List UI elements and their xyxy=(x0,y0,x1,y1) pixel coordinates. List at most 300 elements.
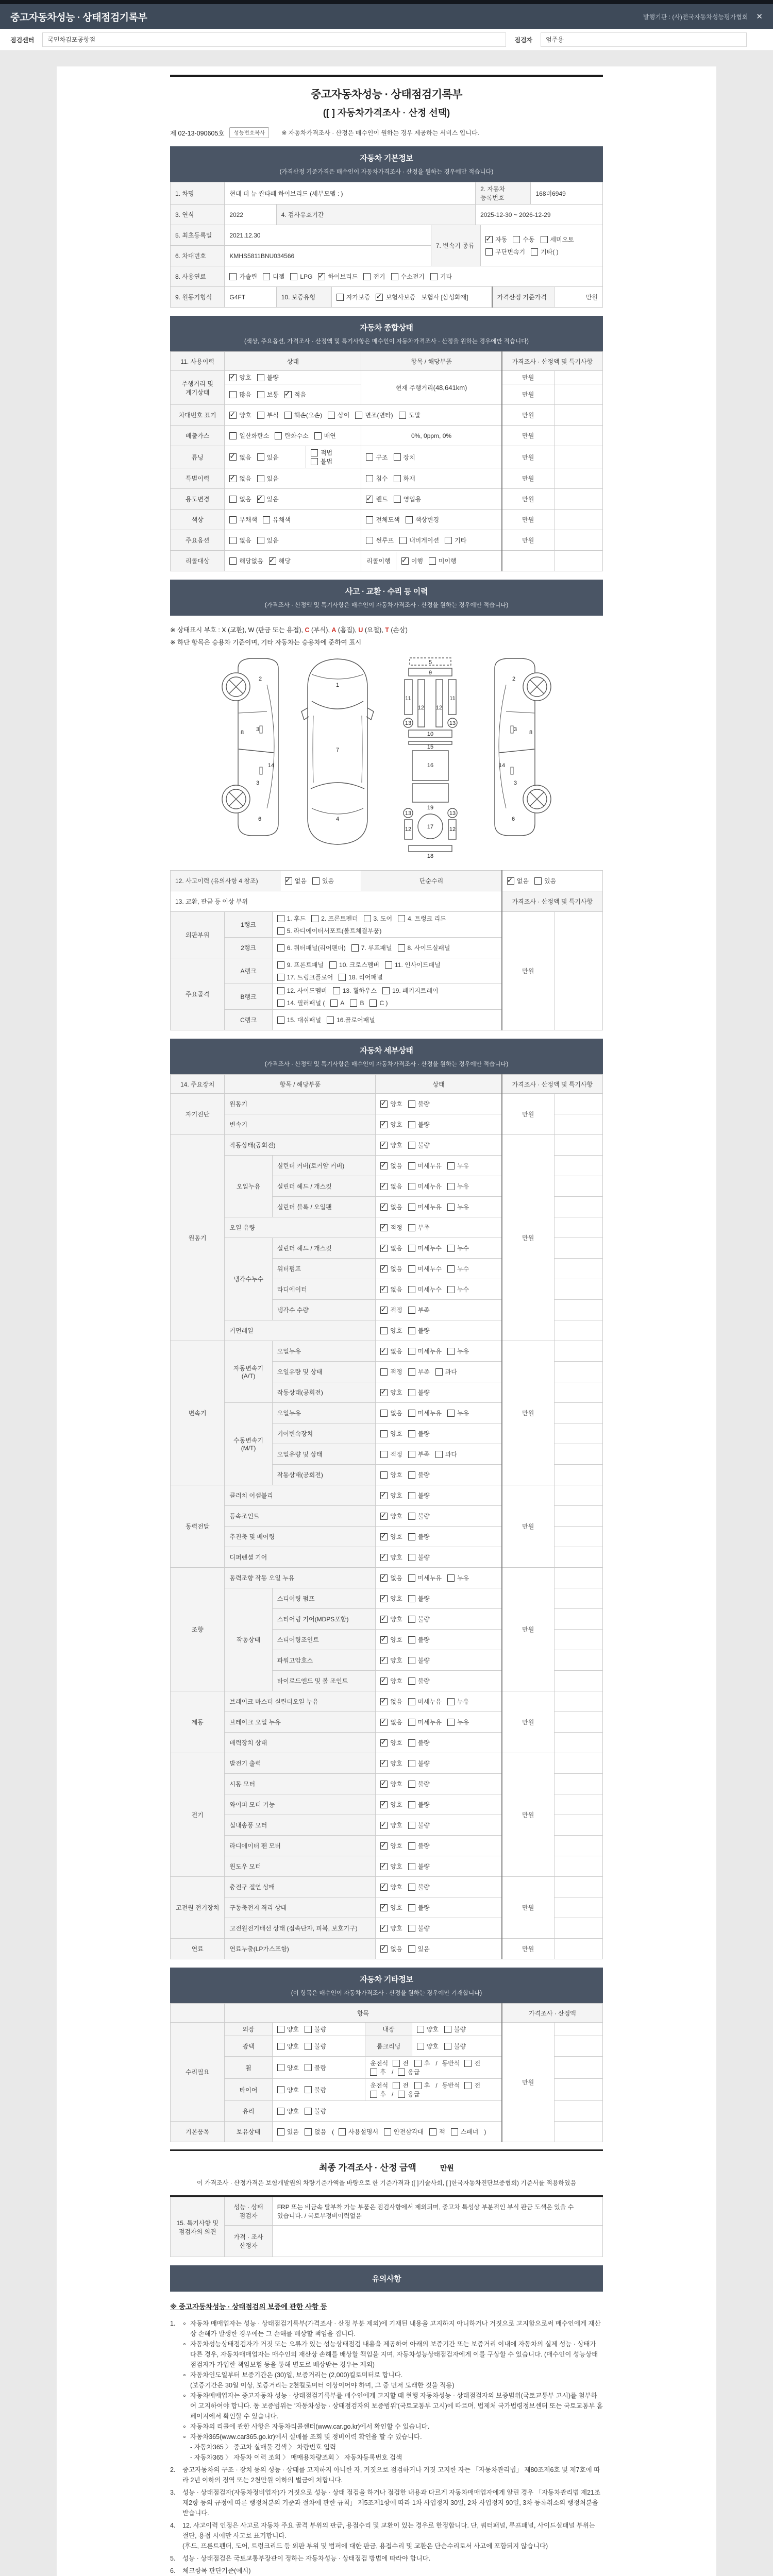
checkbox-option[interactable] xyxy=(398,2090,419,2098)
checkbox-icon[interactable] xyxy=(263,516,270,523)
checkbox-icon[interactable] xyxy=(305,2064,312,2071)
checkbox-icon[interactable] xyxy=(408,1204,415,1211)
price-note[interactable] xyxy=(554,1279,602,1300)
checkbox-option[interactable] xyxy=(380,1450,402,1459)
checkbox-icon[interactable] xyxy=(277,2026,284,2033)
checkbox-option[interactable] xyxy=(445,536,466,545)
checkbox-icon[interactable] xyxy=(399,412,406,419)
checkbox-icon[interactable] xyxy=(485,248,493,256)
checkbox-icon[interactable] xyxy=(408,1451,415,1458)
checkbox-option[interactable] xyxy=(380,1182,402,1191)
checkbox-icon[interactable] xyxy=(417,2043,424,2050)
checkbox-option[interactable] xyxy=(429,2127,445,2136)
price-note[interactable] xyxy=(554,1733,602,1753)
checkbox-option[interactable] xyxy=(277,943,346,952)
checkbox-icon[interactable] xyxy=(333,987,340,994)
checkbox-icon[interactable] xyxy=(447,1162,455,1170)
checkbox-icon[interactable] xyxy=(447,1574,455,1582)
price-note[interactable] xyxy=(554,1465,602,1485)
checkbox-icon[interactable] xyxy=(408,1945,415,1953)
checkbox-option[interactable] xyxy=(408,1532,430,1541)
checkbox-checked-icon[interactable] xyxy=(401,557,409,565)
price-note[interactable] xyxy=(554,1423,602,1444)
price-note[interactable] xyxy=(554,1156,602,1176)
checkbox-option[interactable] xyxy=(376,293,415,301)
emission-value[interactable]: 0%, 0ppm, 0% xyxy=(361,426,502,446)
checkbox-option[interactable] xyxy=(290,273,312,280)
checkbox-icon[interactable] xyxy=(464,2082,472,2089)
checkbox-icon[interactable] xyxy=(229,496,237,503)
checkbox-icon[interactable] xyxy=(531,248,538,256)
price-note[interactable] xyxy=(554,551,602,571)
checkbox-option[interactable] xyxy=(380,1161,402,1170)
price-note[interactable] xyxy=(554,1609,602,1630)
price-note[interactable] xyxy=(554,405,602,426)
checkbox-option[interactable] xyxy=(229,556,263,565)
checkbox-option[interactable] xyxy=(311,457,332,466)
price-unit[interactable]: 만원 xyxy=(502,1568,554,1691)
price-unit[interactable]: 만원 xyxy=(502,446,554,468)
price-note[interactable] xyxy=(554,1856,602,1877)
checkbox-icon[interactable] xyxy=(408,1471,415,1479)
checkbox-checked-icon[interactable] xyxy=(318,273,325,280)
checkbox-icon[interactable] xyxy=(229,432,237,439)
checkbox-icon[interactable] xyxy=(355,412,362,419)
checkbox-icon[interactable] xyxy=(408,1410,415,1417)
checkbox-icon[interactable] xyxy=(408,1183,415,1190)
checkbox-option[interactable] xyxy=(394,453,415,462)
checkbox-option[interactable] xyxy=(329,960,379,969)
price-note[interactable] xyxy=(554,1588,602,1609)
price-note[interactable] xyxy=(554,2057,602,2079)
checkbox-checked-icon[interactable] xyxy=(257,496,264,503)
price-unit[interactable]: 만원 xyxy=(502,530,554,551)
checkbox-icon[interactable] xyxy=(328,412,335,419)
checkbox-checked-icon[interactable] xyxy=(380,1307,388,1314)
checkbox-icon[interactable] xyxy=(370,2069,377,2076)
price-note[interactable] xyxy=(554,1897,602,1918)
checkbox-option[interactable] xyxy=(305,2086,326,2094)
checkbox-icon[interactable] xyxy=(447,1245,455,1252)
checkbox-option[interactable] xyxy=(391,272,425,281)
checkbox-icon[interactable] xyxy=(447,1183,455,1190)
checkbox-icon[interactable] xyxy=(257,391,264,398)
checkbox-icon[interactable] xyxy=(350,999,357,1007)
price-note[interactable] xyxy=(554,1238,602,1259)
checkbox-option[interactable] xyxy=(263,272,284,281)
checkbox-icon[interactable] xyxy=(305,2128,312,2136)
checkbox-option[interactable] xyxy=(257,411,279,419)
checkbox-icon[interactable] xyxy=(277,2128,284,2136)
checkbox-icon[interactable] xyxy=(257,537,264,544)
checkbox-option[interactable] xyxy=(447,1285,469,1294)
checkbox-icon[interactable] xyxy=(277,999,284,1007)
checkbox-option[interactable] xyxy=(408,1924,430,1933)
engine-type-value[interactable]: G4FT xyxy=(225,287,276,308)
checkbox-icon[interactable] xyxy=(257,453,264,461)
checkbox-option[interactable] xyxy=(414,2059,430,2067)
checkbox-icon[interactable] xyxy=(329,961,337,969)
price-unit[interactable]: 만원 xyxy=(502,468,554,489)
checkbox-icon[interactable] xyxy=(408,1100,415,1108)
checkbox-option[interactable] xyxy=(447,1718,469,1726)
price-note[interactable] xyxy=(554,1506,602,1527)
checkbox-checked-icon[interactable] xyxy=(380,1245,388,1252)
checkbox-option[interactable] xyxy=(380,1264,402,1273)
checkbox-icon[interactable] xyxy=(384,2128,391,2136)
checkbox-option[interactable] xyxy=(380,1491,402,1500)
checkbox-icon[interactable] xyxy=(408,1492,415,1499)
checkbox-icon[interactable] xyxy=(399,537,407,544)
checkbox-icon[interactable] xyxy=(408,1822,415,1829)
checkbox-option[interactable] xyxy=(380,1780,402,1788)
checkbox-option[interactable] xyxy=(257,390,279,399)
checkbox-option[interactable] xyxy=(305,2025,326,2033)
checkbox-icon[interactable] xyxy=(284,412,292,419)
checkbox-option[interactable] xyxy=(447,1182,469,1191)
checkbox-option[interactable] xyxy=(444,2042,466,2050)
checkbox-icon[interactable] xyxy=(339,974,346,981)
checkbox-option[interactable] xyxy=(380,1306,402,1314)
checkbox-checked-icon[interactable] xyxy=(380,1925,388,1932)
checkbox-option[interactable] xyxy=(380,1326,402,1335)
checkbox-option[interactable] xyxy=(275,431,308,440)
checkbox-icon[interactable] xyxy=(408,1574,415,1582)
checkbox-option[interactable] xyxy=(229,431,269,440)
checkbox-option[interactable] xyxy=(337,293,370,301)
checkbox-option[interactable] xyxy=(380,1615,402,1623)
checkbox-option[interactable] xyxy=(408,1470,430,1479)
checkbox-icon[interactable] xyxy=(370,2091,377,2098)
checkbox-icon[interactable] xyxy=(408,1616,415,1623)
reg-no-value[interactable]: 168버6949 xyxy=(531,182,603,205)
base-price-unit[interactable]: 만원 xyxy=(554,287,602,308)
price-unit[interactable]: 만원 xyxy=(502,2023,554,2142)
checkbox-option[interactable] xyxy=(447,1573,469,1582)
price-unit[interactable]: 만원 xyxy=(502,384,554,405)
checkbox-option[interactable] xyxy=(257,536,279,545)
checkbox-icon[interactable] xyxy=(380,1451,388,1458)
price-note[interactable] xyxy=(554,1527,602,1547)
checkbox-checked-icon[interactable] xyxy=(380,1945,388,1953)
checkbox-option[interactable] xyxy=(408,1656,430,1665)
appraiser-opinion-text[interactable] xyxy=(272,2226,602,2257)
price-unit[interactable]: 만원 xyxy=(502,912,554,1030)
price-note[interactable] xyxy=(554,371,602,384)
copy-performance-number-button[interactable]: 성능번호복사 xyxy=(229,127,269,138)
checkbox-option[interactable] xyxy=(408,1738,430,1747)
checkbox-icon[interactable] xyxy=(541,236,548,243)
checkbox-icon[interactable] xyxy=(311,915,318,922)
price-note[interactable] xyxy=(554,1259,602,1279)
checkbox-checked-icon[interactable] xyxy=(380,1760,388,1767)
checkbox-icon[interactable] xyxy=(330,999,338,1007)
checkbox-option[interactable] xyxy=(406,515,439,524)
checkbox-icon[interactable] xyxy=(534,877,542,885)
checkbox-option[interactable] xyxy=(408,1903,430,1912)
checkbox-icon[interactable] xyxy=(408,1739,415,1747)
close-icon[interactable]: ✕ xyxy=(756,12,763,21)
checkbox-icon[interactable] xyxy=(385,961,392,969)
checkbox-option[interactable] xyxy=(366,495,388,503)
checkbox-option[interactable] xyxy=(257,453,279,462)
checkbox-option[interactable] xyxy=(277,1015,321,1024)
price-note[interactable] xyxy=(554,1300,602,1320)
checkbox-option[interactable] xyxy=(380,1553,402,1562)
checkbox-option[interactable] xyxy=(380,1903,402,1912)
price-note[interactable] xyxy=(554,1176,602,1197)
checkbox-option[interactable] xyxy=(485,247,525,256)
checkbox-icon[interactable] xyxy=(408,1327,415,1334)
price-note[interactable] xyxy=(554,1671,602,1691)
checkbox-option[interactable] xyxy=(366,474,388,483)
checkbox-icon[interactable] xyxy=(447,1719,455,1726)
checkbox-icon[interactable] xyxy=(257,412,264,419)
checkbox-icon[interactable] xyxy=(229,557,237,565)
checkbox-checked-icon[interactable] xyxy=(380,1513,388,1520)
checkbox-checked-icon[interactable] xyxy=(380,1183,388,1190)
checkbox-icon[interactable] xyxy=(380,1471,388,1479)
checkbox-option[interactable] xyxy=(284,411,322,419)
checkbox-icon[interactable] xyxy=(406,516,413,523)
checkbox-option[interactable] xyxy=(285,876,307,885)
checkbox-checked-icon[interactable] xyxy=(485,236,493,243)
checkbox-icon[interactable] xyxy=(408,1657,415,1664)
price-unit[interactable]: 만원 xyxy=(502,426,554,446)
checkbox-icon[interactable] xyxy=(444,2026,451,2033)
price-note[interactable] xyxy=(554,2079,602,2101)
price-note[interactable] xyxy=(554,1320,602,1341)
checkbox-icon[interactable] xyxy=(394,475,401,482)
checkbox-icon[interactable] xyxy=(229,516,237,523)
checkbox-checked-icon[interactable] xyxy=(229,453,237,461)
checkbox-checked-icon[interactable] xyxy=(380,1121,388,1128)
checkbox-option[interactable] xyxy=(408,1800,430,1809)
checkbox-option[interactable] xyxy=(408,1326,430,1335)
checkbox-option[interactable] xyxy=(229,272,257,281)
checkbox-icon[interactable] xyxy=(393,2060,400,2067)
checkbox-option[interactable] xyxy=(328,411,349,419)
checkbox-icon[interactable] xyxy=(366,537,373,544)
checkbox-option[interactable] xyxy=(408,1099,430,1108)
checkbox-option[interactable] xyxy=(408,1841,430,1850)
checkbox-icon[interactable] xyxy=(257,374,264,381)
checkbox-checked-icon[interactable] xyxy=(380,1781,388,1788)
price-unit[interactable]: 만원 xyxy=(502,371,554,384)
checkbox-option[interactable] xyxy=(408,1697,442,1706)
checkbox-checked-icon[interactable] xyxy=(380,1492,388,1499)
inspector-field[interactable]: 엄주용 xyxy=(541,32,747,47)
checkbox-option[interactable] xyxy=(257,373,279,382)
checkbox-icon[interactable] xyxy=(447,1265,455,1273)
checkbox-icon[interactable] xyxy=(451,2128,458,2136)
mileage-value[interactable]: (48,641km) xyxy=(433,384,467,392)
checkbox-checked-icon[interactable] xyxy=(380,1162,388,1170)
center-field[interactable]: 국민차김포공항점 xyxy=(42,32,506,47)
checkbox-option[interactable] xyxy=(351,943,392,952)
checkbox-icon[interactable] xyxy=(277,915,284,922)
checkbox-option[interactable] xyxy=(380,1718,402,1726)
checkbox-option[interactable] xyxy=(277,2025,299,2033)
checkbox-checked-icon[interactable] xyxy=(380,1677,388,1685)
price-note[interactable] xyxy=(554,2023,602,2036)
price-note[interactable] xyxy=(554,1939,602,1959)
checkbox-checked-icon[interactable] xyxy=(380,1719,388,1726)
checkbox-option[interactable] xyxy=(444,2025,466,2033)
checkbox-icon[interactable] xyxy=(305,2026,312,2033)
checkbox-option[interactable] xyxy=(408,1615,430,1623)
price-note[interactable] xyxy=(554,1712,602,1733)
price-note[interactable] xyxy=(554,1877,602,1897)
checkbox-icon[interactable] xyxy=(408,1348,415,1355)
checkbox-icon[interactable] xyxy=(408,1677,415,1685)
checkbox-option[interactable] xyxy=(507,876,529,885)
checkbox-icon[interactable] xyxy=(366,453,373,461)
checkbox-option[interactable] xyxy=(229,390,251,399)
checkbox-option[interactable] xyxy=(380,1120,402,1129)
checkbox-icon[interactable] xyxy=(277,2064,284,2071)
checkbox-option[interactable] xyxy=(380,1409,402,1417)
checkbox-option[interactable] xyxy=(305,2063,326,2072)
checkbox-option[interactable] xyxy=(305,2107,326,2115)
price-unit[interactable]: 만원 xyxy=(502,1753,554,1877)
checkbox-option[interactable] xyxy=(229,474,251,483)
checkbox-option[interactable] xyxy=(382,986,439,995)
price-note[interactable] xyxy=(554,1568,602,1588)
checkbox-option[interactable] xyxy=(408,1120,430,1129)
checkbox-icon[interactable] xyxy=(394,453,401,461)
checkbox-option[interactable] xyxy=(401,556,423,565)
checkbox-icon[interactable] xyxy=(408,1698,415,1705)
checkbox-option[interactable] xyxy=(447,1244,469,1252)
checkbox-checked-icon[interactable] xyxy=(380,1389,388,1396)
checkbox-icon[interactable] xyxy=(408,1368,415,1376)
checkbox-checked-icon[interactable] xyxy=(380,1595,388,1602)
checkbox-option[interactable] xyxy=(363,272,385,281)
checkbox-option[interactable] xyxy=(408,1759,430,1768)
checkbox-icon[interactable] xyxy=(311,458,318,465)
checkbox-option[interactable] xyxy=(408,1264,442,1273)
checkbox-option[interactable] xyxy=(380,1635,402,1644)
checkbox-icon[interactable] xyxy=(408,1554,415,1561)
checkbox-option[interactable] xyxy=(408,1429,430,1438)
checkbox-checked-icon[interactable] xyxy=(284,391,292,398)
price-unit[interactable]: 만원 xyxy=(502,1877,554,1939)
checkbox-icon[interactable] xyxy=(229,273,237,280)
price-note[interactable] xyxy=(554,2036,602,2057)
checkbox-icon[interactable] xyxy=(408,1307,415,1314)
checkbox-option[interactable] xyxy=(257,495,279,503)
checkbox-option[interactable] xyxy=(277,2127,299,2136)
checkbox-option[interactable] xyxy=(447,1202,469,1211)
price-note[interactable] xyxy=(554,1444,602,1465)
checkbox-option[interactable] xyxy=(393,2059,409,2067)
checkbox-option[interactable] xyxy=(408,1161,442,1170)
checkbox-option[interactable] xyxy=(408,1388,430,1397)
price-note[interactable] xyxy=(554,1114,602,1135)
checkbox-option[interactable] xyxy=(312,876,334,885)
checkbox-option[interactable] xyxy=(408,1367,430,1376)
checkbox-icon[interactable] xyxy=(408,1904,415,1911)
checkbox-icon[interactable] xyxy=(394,496,401,503)
checkbox-option[interactable] xyxy=(229,373,251,382)
checkbox-option[interactable] xyxy=(464,2081,480,2090)
price-note[interactable] xyxy=(554,1836,602,1856)
checkbox-option[interactable] xyxy=(311,914,358,923)
checkbox-icon[interactable] xyxy=(408,1781,415,1788)
checkbox-option[interactable] xyxy=(380,1223,402,1232)
checkbox-icon[interactable] xyxy=(398,2091,405,2098)
price-note[interactable] xyxy=(554,1403,602,1423)
checkbox-option[interactable] xyxy=(408,1635,430,1644)
checkbox-option[interactable] xyxy=(380,1532,402,1541)
checkbox-option[interactable] xyxy=(451,2127,479,2136)
checkbox-option[interactable] xyxy=(430,272,452,281)
price-note[interactable] xyxy=(554,530,602,551)
checkbox-icon[interactable] xyxy=(414,2060,422,2067)
checkbox-option[interactable] xyxy=(408,1244,442,1252)
checkbox-option[interactable] xyxy=(394,495,422,503)
checkbox-icon[interactable] xyxy=(339,2128,346,2136)
checkbox-icon[interactable] xyxy=(277,927,284,935)
checkbox-icon[interactable] xyxy=(444,2043,451,2050)
checkbox-icon[interactable] xyxy=(305,2086,312,2093)
checkbox-option[interactable] xyxy=(417,2042,439,2050)
checkbox-icon[interactable] xyxy=(257,475,264,482)
checkbox-option[interactable] xyxy=(408,1573,442,1582)
checkbox-icon[interactable] xyxy=(435,1368,443,1376)
price-unit[interactable]: 만원 xyxy=(502,1341,554,1485)
checkbox-option[interactable] xyxy=(380,1676,402,1685)
checkbox-icon[interactable] xyxy=(447,1410,455,1417)
checkbox-icon[interactable] xyxy=(408,1801,415,1808)
checkbox-option[interactable] xyxy=(327,1015,375,1024)
checkbox-option[interactable] xyxy=(339,973,382,981)
price-note[interactable] xyxy=(554,1650,602,1671)
checkbox-option[interactable] xyxy=(534,876,556,885)
checkbox-icon[interactable] xyxy=(417,2026,424,2033)
checkbox-icon[interactable] xyxy=(351,944,359,952)
checkbox-option[interactable] xyxy=(380,1656,402,1665)
checkbox-icon[interactable] xyxy=(369,999,377,1007)
checkbox-checked-icon[interactable] xyxy=(269,557,276,565)
first-reg-value[interactable]: 2021.12.30 xyxy=(225,225,431,246)
price-note[interactable] xyxy=(554,1774,602,1794)
price-note[interactable] xyxy=(554,2101,602,2122)
checkbox-icon[interactable] xyxy=(447,1698,455,1705)
price-unit[interactable]: 만원 xyxy=(502,1485,554,1568)
checkbox-icon[interactable] xyxy=(393,2082,400,2089)
car-name-value[interactable]: 현대 더 뉴 싼타페 하이브리드 (세부모델 : ) xyxy=(225,182,476,205)
checkbox-option[interactable] xyxy=(366,515,399,524)
checkbox-option[interactable] xyxy=(311,448,332,457)
checkbox-option[interactable] xyxy=(417,2025,439,2033)
checkbox-checked-icon[interactable] xyxy=(380,1574,388,1582)
checkbox-option[interactable] xyxy=(435,1367,457,1376)
price-note[interactable] xyxy=(554,489,602,510)
checkbox-option[interactable] xyxy=(447,1409,469,1417)
checkbox-option[interactable] xyxy=(513,235,534,244)
checkbox-option[interactable] xyxy=(408,1553,430,1562)
checkbox-option[interactable] xyxy=(380,1594,402,1603)
checkbox-option[interactable] xyxy=(398,2067,419,2076)
checkbox-checked-icon[interactable] xyxy=(380,1698,388,1705)
checkbox-option[interactable] xyxy=(385,960,441,969)
checkbox-icon[interactable] xyxy=(380,1410,388,1417)
price-unit[interactable]: 만원 xyxy=(502,1135,554,1341)
checkbox-option[interactable] xyxy=(380,1821,402,1829)
checkbox-option[interactable] xyxy=(394,474,415,483)
